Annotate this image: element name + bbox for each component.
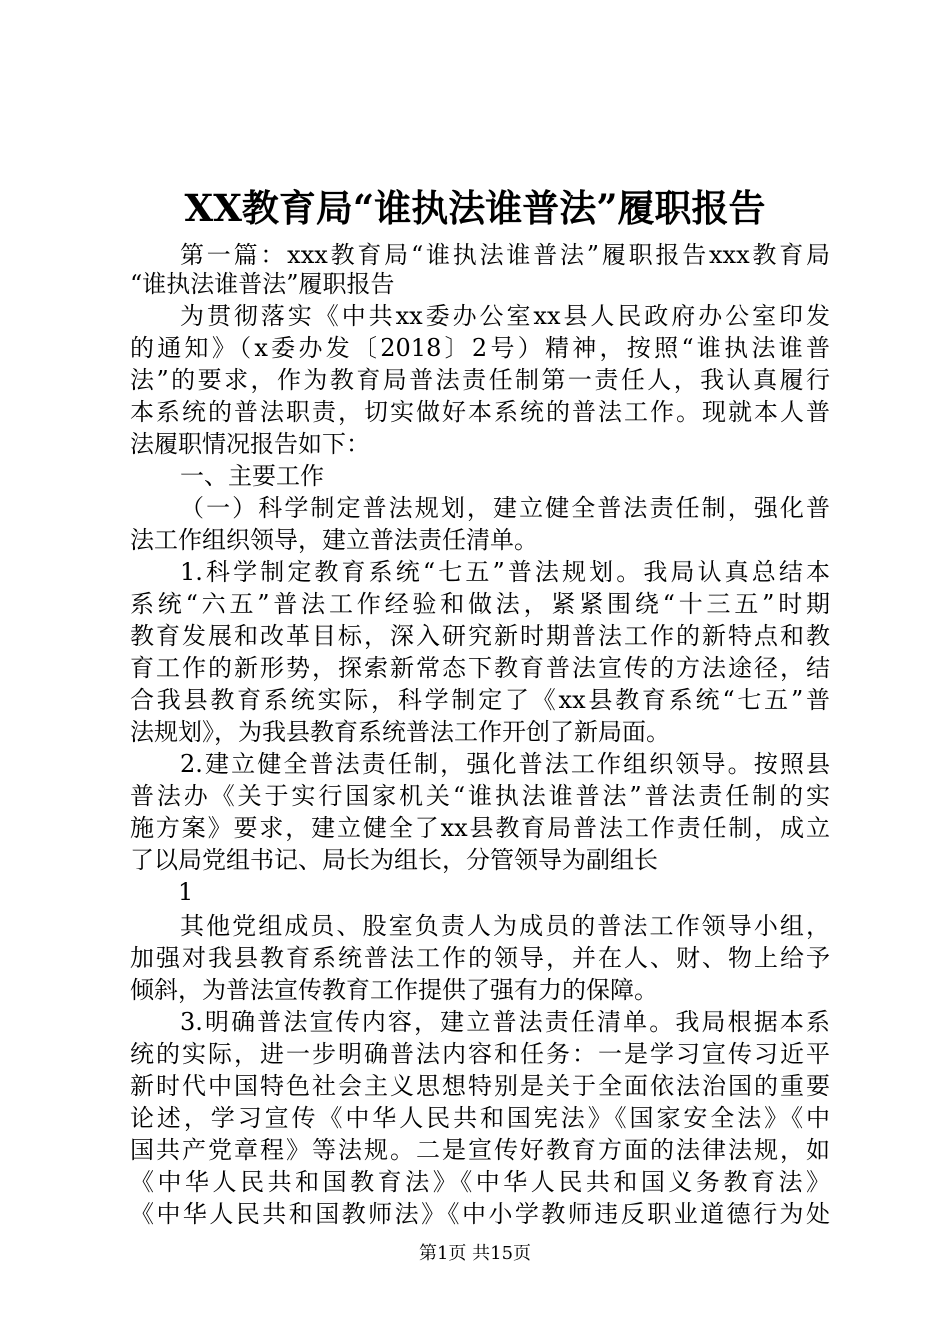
body-line: 法履职情况报告如下： [130,430,370,458]
body-line: 施方案》要求，建立健全了xx县教育局普法工作责任制，成立 [130,814,830,842]
body-line: 系统“六五”普法工作经验和做法，紧紧围绕“十三五”时期 [130,590,830,618]
body-line: “谁执法谁普法”履职报告 [130,270,395,298]
body-line: 统的实际，进一步明确普法内容和任务：一是学习宣传习近平 [130,1040,830,1068]
body-line: 倾斜，为普法宣传教育工作提供了强有力的保障。 [130,976,658,1004]
body-line: 论述，学习宣传《中华人民共和国宪法》《国家安全法》《中 [130,1104,830,1132]
body-line: 2.建立健全普法责任制，强化普法工作组织领导。按照县 [180,750,830,778]
inline-page-number: 1 [178,878,194,906]
body-line: 合我县教育系统实际，科学制定了《xx县教育系统“七五”普 [130,686,830,714]
body-line: 育工作的新形势，探索新常态下教育普法宣传的方法途径，结 [130,654,830,682]
body-line: 了以局党组书记、局长为组长，分管领导为副组长 [130,846,658,874]
body-line: 加强对我县教育系统普法工作的领导，并在人、财、物上给予 [130,944,830,972]
body-line: 《中华人民共和国教师法》《中小学教师违反职业道德行为处 [130,1200,830,1228]
body-line: 法工作组织领导，建立普法责任清单。 [130,526,538,554]
section-heading: 一、主要工作 [180,462,324,490]
body-line: 3.明确普法宣传内容，建立普法责任清单。我局根据本系 [180,1008,830,1036]
body-line: 的通知》（x委办发〔2018〕2号）精神，按照“谁执法谁普 [130,334,830,362]
page-footer: 第1页 共15页 [418,1243,532,1264]
body-line: 《中华人民共和国教育法》《中华人民共和国义务教育法》 [130,1168,830,1196]
body-line: 普法办《关于实行国家机关“谁执法谁普法”普法责任制的实 [130,782,830,810]
body-line: 本系统的普法职责，切实做好本系统的普法工作。现就本人普 [130,398,830,426]
body-line: 1.科学制定教育系统“七五”普法规划。我局认真总结本 [180,558,830,586]
body-line: （一）科学制定普法规划，建立健全普法责任制，强化普 [180,494,830,522]
body-line: 国共产党章程》等法规。二是宣传好教育方面的法律法规，如 [130,1136,830,1164]
body-line: 第一篇：xxx教育局“谁执法谁普法”履职报告xxx教育局 [180,241,830,269]
document-title: XX教育局“谁执法谁普法”履职报告 [184,186,766,230]
body-line: 其他党组成员、股室负责人为成员的普法工作领导小组， [180,912,830,940]
body-line: 法”的要求，作为教育局普法责任制第一责任人，我认真履行 [130,366,830,394]
body-line: 为贯彻落实《中共xx委办公室xx县人民政府办公室印发 [180,302,830,330]
body-line: 法规划》，为我县教育系统普法工作开创了新局面。 [130,718,670,746]
body-line: 教育发展和改革目标，深入研究新时期普法工作的新特点和教 [130,622,830,650]
body-line: 新时代中国特色社会主义思想特别是关于全面依法治国的重要 [130,1072,830,1100]
